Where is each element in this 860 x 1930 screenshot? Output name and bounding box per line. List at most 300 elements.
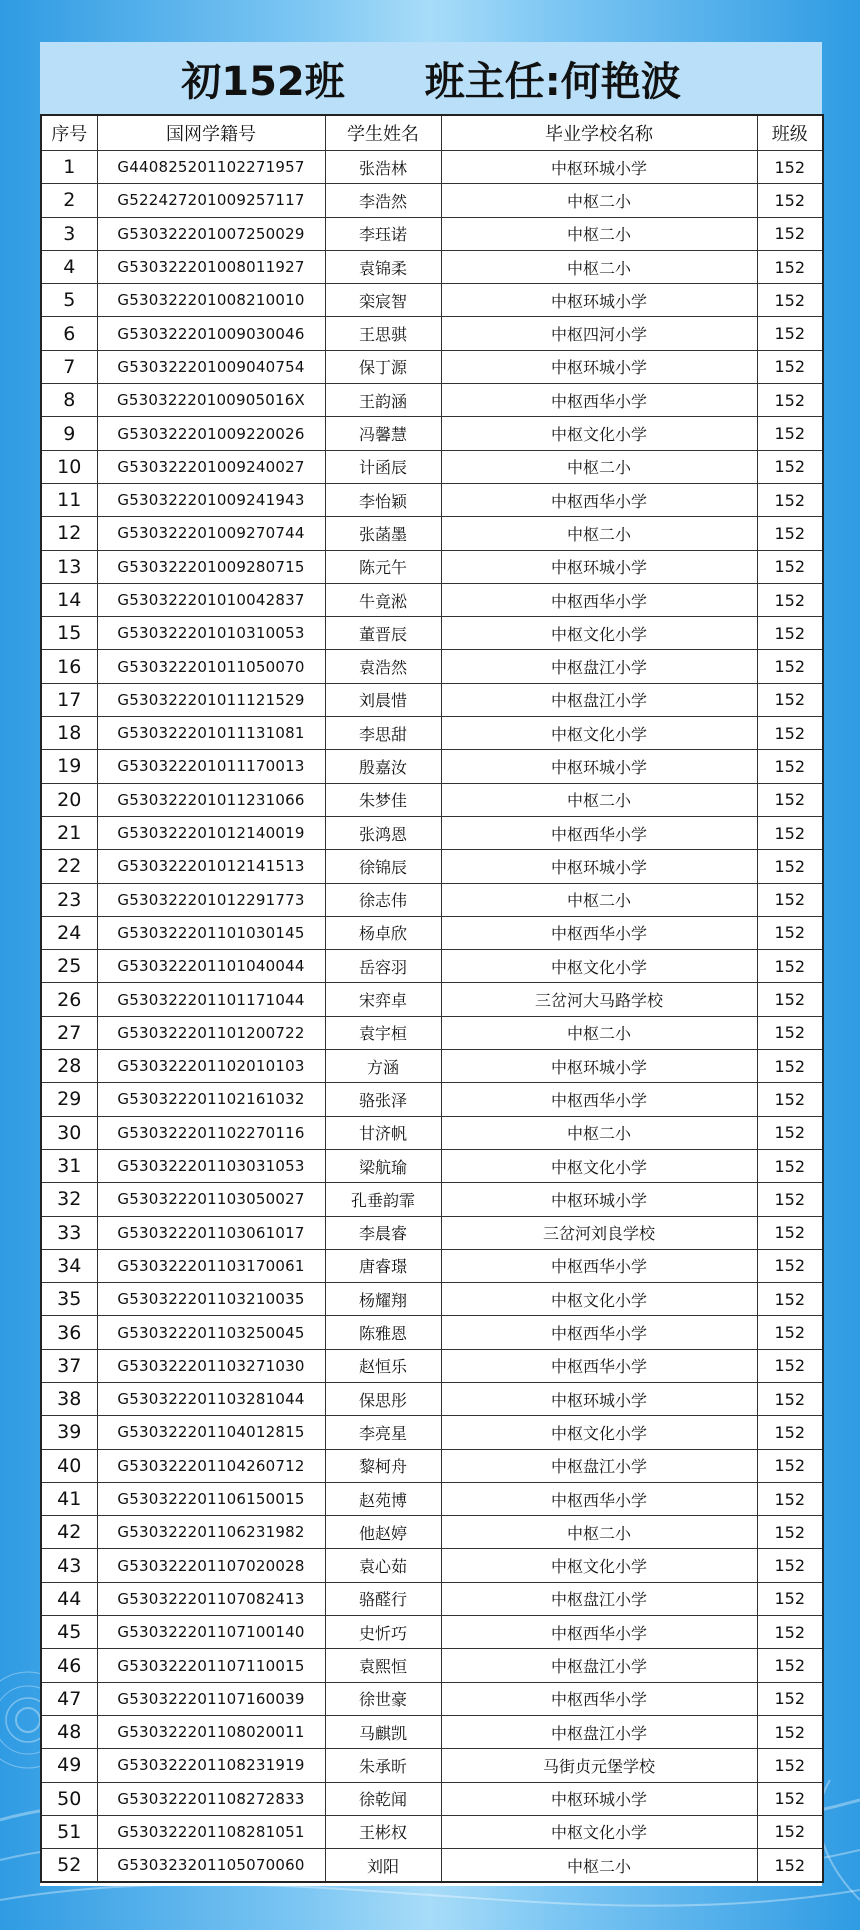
table-row [41,1815,823,1848]
student-id-cell: G530322201107110015 [97,1649,325,1682]
seq-cell: 32 [41,1183,97,1216]
seq-cell: 15 [41,617,97,650]
student-name-cell: 徐乾闻 [325,1782,441,1815]
student-name-cell: 赵苑博 [325,1482,441,1515]
student-id-cell: G522427201009257117 [97,184,325,217]
student-name-cell: 徐世豪 [325,1682,441,1715]
student-name-cell: 徐志伟 [325,883,441,916]
school-cell: 中枢环城小学 [441,850,757,883]
student-name-cell: 张菡墨 [325,517,441,550]
school-cell: 中枢文化小学 [441,417,757,450]
school-cell: 中枢二小 [441,450,757,483]
class-cell: 152 [757,1283,823,1316]
student-id-cell: G530322201011050070 [97,650,325,683]
student-id-cell: G440825201102271957 [97,151,325,184]
seq-cell: 44 [41,1582,97,1615]
table-header-row [41,115,823,151]
table-row [41,1582,823,1615]
seq-cell: 36 [41,1316,97,1349]
table-row [41,1149,823,1182]
class-cell: 152 [757,1116,823,1149]
table-row [41,950,823,983]
seq-cell: 41 [41,1482,97,1515]
student-id-cell: G530322201009240027 [97,450,325,483]
class-cell: 152 [757,783,823,816]
table-row [41,816,823,849]
student-id-cell: G530322201011121529 [97,683,325,716]
student-id-cell: G530322201012141513 [97,850,325,883]
table-row [41,284,823,317]
student-name-cell: 刘阳 [325,1849,441,1883]
table-row [41,583,823,616]
student-name-cell: 王思骐 [325,317,441,350]
class-cell: 152 [757,450,823,483]
table-row [41,151,823,184]
class-cell: 152 [757,151,823,184]
seq-cell: 23 [41,883,97,916]
seq-cell: 16 [41,650,97,683]
class-cell: 152 [757,350,823,383]
table-row [41,217,823,250]
student-id-cell: G530322201011131081 [97,717,325,750]
table-row [41,1116,823,1149]
seq-cell: 46 [41,1649,97,1682]
student-name-cell: 李思甜 [325,717,441,750]
school-cell: 中枢二小 [441,1016,757,1049]
student-name-cell: 李晨睿 [325,1216,441,1249]
student-id-cell: G530322201108020011 [97,1715,325,1748]
student-id-cell: G530322201102161032 [97,1083,325,1116]
table-row [41,1050,823,1083]
class-cell: 152 [757,1183,823,1216]
student-name-cell: 史忻巧 [325,1616,441,1649]
class-cell: 152 [757,1616,823,1649]
student-name-cell: 孔垂韵霏 [325,1183,441,1216]
student-id-cell: G530322201101200722 [97,1016,325,1049]
table-row [41,250,823,283]
school-cell: 中枢二小 [441,250,757,283]
table-row [41,1083,823,1116]
student-name-cell: 袁熙恒 [325,1649,441,1682]
class-cell: 152 [757,916,823,949]
class-cell: 152 [757,317,823,350]
class-cell: 152 [757,850,823,883]
school-cell: 中枢文化小学 [441,1815,757,1848]
school-cell: 中枢文化小学 [441,1283,757,1316]
class-cell: 152 [757,883,823,916]
student-name-cell: 张鸿恩 [325,816,441,849]
table-row [41,1449,823,1482]
table-row [41,1849,823,1883]
school-cell: 中枢二小 [441,217,757,250]
class-cell: 152 [757,983,823,1016]
seq-cell: 21 [41,816,97,849]
school-cell: 马街贞元堡学校 [441,1749,757,1782]
class-cell: 152 [757,1682,823,1715]
class-cell: 152 [757,550,823,583]
table-row [41,1649,823,1682]
student-name-cell: 李怡颖 [325,483,441,516]
student-id-cell: G530322201101040044 [97,950,325,983]
school-cell: 中枢盘江小学 [441,1449,757,1482]
student-id-cell: G530322201108281051 [97,1815,325,1848]
class-cell: 152 [757,1582,823,1615]
student-roster-table [40,114,824,1883]
class-cell: 152 [757,1482,823,1515]
student-id-cell: G530322201103031053 [97,1149,325,1182]
seq-cell: 35 [41,1283,97,1316]
seq-cell: 1 [41,151,97,184]
student-id-cell: G530322201107100140 [97,1616,325,1649]
table-row [41,750,823,783]
class-name: 初152班 [181,58,345,105]
seq-cell: 37 [41,1349,97,1382]
class-cell: 152 [757,683,823,716]
table-row [41,1416,823,1449]
table-row [41,1183,823,1216]
seq-cell: 51 [41,1815,97,1848]
seq-cell: 13 [41,550,97,583]
student-name-cell: 宋弈卓 [325,983,441,1016]
seq-cell: 34 [41,1249,97,1282]
class-cell: 152 [757,1749,823,1782]
seq-cell: 12 [41,517,97,550]
class-cell: 152 [757,384,823,417]
class-cell: 152 [757,1216,823,1249]
class-cell: 152 [757,816,823,849]
seq-cell: 27 [41,1016,97,1049]
student-id-cell: G530322201106231982 [97,1516,325,1549]
student-name-cell: 董晋辰 [325,617,441,650]
student-name-cell: 陈雅恩 [325,1316,441,1349]
school-cell: 中枢西华小学 [441,1249,757,1282]
seq-cell: 26 [41,983,97,1016]
class-cell: 152 [757,483,823,516]
school-cell: 中枢环城小学 [441,550,757,583]
student-name-cell: 徐锦辰 [325,850,441,883]
class-cell: 152 [757,517,823,550]
seq-cell: 14 [41,583,97,616]
student-name-cell: 袁宇桓 [325,1016,441,1049]
student-id-cell: G530322201010310053 [97,617,325,650]
seq-cell: 4 [41,250,97,283]
table-row [41,1382,823,1415]
seq-cell: 28 [41,1050,97,1083]
student-name-cell: 刘晨惜 [325,683,441,716]
table-row [41,1516,823,1549]
student-id-cell: G530322201108231919 [97,1749,325,1782]
student-id-cell: G530322201008210010 [97,284,325,317]
student-id-cell: G530322201009280715 [97,550,325,583]
seq-cell: 48 [41,1715,97,1748]
school-cell: 中枢四河小学 [441,317,757,350]
seq-cell: 8 [41,384,97,417]
class-cell: 152 [757,1149,823,1182]
student-id-cell: G530322201103061017 [97,1216,325,1249]
student-name-cell: 计函辰 [325,450,441,483]
student-name-cell: 赵恒乐 [325,1349,441,1382]
student-name-cell: 张浩林 [325,151,441,184]
table-body [41,151,823,1883]
header-student-name: 学生姓名 [325,115,441,151]
school-cell: 中枢西华小学 [441,384,757,417]
student-name-cell: 冯馨慧 [325,417,441,450]
school-cell: 中枢二小 [441,1849,757,1883]
class-cell: 152 [757,1249,823,1282]
table-row [41,1715,823,1748]
student-name-cell: 李浩然 [325,184,441,217]
class-cell: 152 [757,1316,823,1349]
seq-cell: 11 [41,483,97,516]
student-id-cell: G530322201103250045 [97,1316,325,1349]
table-row [41,384,823,417]
school-cell: 中枢环城小学 [441,750,757,783]
student-name-cell: 袁锦柔 [325,250,441,283]
table-row [41,1549,823,1582]
student-id-cell: G530322201101171044 [97,983,325,1016]
class-cell: 152 [757,1382,823,1415]
student-name-cell: 牛竟淞 [325,583,441,616]
school-cell: 中枢西华小学 [441,1349,757,1382]
student-id-cell: G530322201012291773 [97,883,325,916]
school-cell: 中枢西华小学 [441,1083,757,1116]
header-school: 毕业学校名称 [441,115,757,151]
student-id-cell: G530322201009270744 [97,517,325,550]
table-row [41,184,823,217]
table-row [41,450,823,483]
student-name-cell: 杨卓欣 [325,916,441,949]
table-row [41,783,823,816]
student-name-cell: 李珏诺 [325,217,441,250]
seq-cell: 47 [41,1682,97,1715]
school-cell: 中枢盘江小学 [441,1715,757,1748]
school-cell: 中枢环城小学 [441,1382,757,1415]
student-id-cell: G530322201009241943 [97,483,325,516]
table-row [41,617,823,650]
student-name-cell: 王韵涵 [325,384,441,417]
table-row [41,517,823,550]
table-row [41,1283,823,1316]
school-cell: 中枢二小 [441,1516,757,1549]
school-cell: 中枢二小 [441,1116,757,1149]
table-row [41,1682,823,1715]
header-seq: 序号 [41,115,97,151]
table-row [41,1249,823,1282]
seq-cell: 29 [41,1083,97,1116]
school-cell: 中枢环城小学 [441,350,757,383]
table-row [41,650,823,683]
seq-cell: 42 [41,1516,97,1549]
class-cell: 152 [757,1416,823,1449]
class-cell: 152 [757,250,823,283]
class-cell: 152 [757,284,823,317]
school-cell: 中枢西华小学 [441,1316,757,1349]
student-name-cell: 保思彤 [325,1382,441,1415]
table-row [41,550,823,583]
school-cell: 中枢二小 [441,783,757,816]
school-cell: 中枢二小 [441,883,757,916]
class-cell: 152 [757,583,823,616]
student-id-cell: G530322201007250029 [97,217,325,250]
class-cell: 152 [757,417,823,450]
school-cell: 中枢环城小学 [441,1782,757,1815]
table-row [41,417,823,450]
table-row [41,350,823,383]
school-cell: 中枢西华小学 [441,1482,757,1515]
student-name-cell: 骆醛行 [325,1582,441,1615]
school-cell: 中枢盘江小学 [441,1649,757,1682]
student-name-cell: 骆张泽 [325,1083,441,1116]
class-cell: 152 [757,750,823,783]
table-row [41,483,823,516]
student-id-cell: G530322201101030145 [97,916,325,949]
school-cell: 中枢环城小学 [441,284,757,317]
student-name-cell: 杨耀翔 [325,1283,441,1316]
seq-cell: 31 [41,1149,97,1182]
school-cell: 中枢环城小学 [441,1050,757,1083]
class-cell: 152 [757,950,823,983]
table-row [41,916,823,949]
student-id-cell: G530322201102270116 [97,1116,325,1149]
table-row [41,1349,823,1382]
student-name-cell: 栾宸智 [325,284,441,317]
student-name-cell: 保丁源 [325,350,441,383]
seq-cell: 52 [41,1849,97,1883]
student-id-cell: G530322201107160039 [97,1682,325,1715]
seq-cell: 20 [41,783,97,816]
student-id-cell: G530322201008011927 [97,250,325,283]
seq-cell: 30 [41,1116,97,1149]
seq-cell: 19 [41,750,97,783]
seq-cell: 33 [41,1216,97,1249]
table-row [41,1782,823,1815]
table-row [41,317,823,350]
school-cell: 中枢西华小学 [441,583,757,616]
seq-cell: 22 [41,850,97,883]
class-cell: 152 [757,1050,823,1083]
class-cell: 152 [757,1549,823,1582]
class-cell: 152 [757,1516,823,1549]
seq-cell: 10 [41,450,97,483]
student-id-cell: G530322201104012815 [97,1416,325,1449]
school-cell: 中枢盘江小学 [441,650,757,683]
school-cell: 中枢盘江小学 [441,1582,757,1615]
table-row [41,683,823,716]
student-id-cell: G530322201106150015 [97,1482,325,1515]
seq-cell: 43 [41,1549,97,1582]
student-id-cell: G530322201009040754 [97,350,325,383]
class-cell: 152 [757,1449,823,1482]
student-name-cell: 朱梦佳 [325,783,441,816]
seq-cell: 9 [41,417,97,450]
table-row [41,717,823,750]
seq-cell: 7 [41,350,97,383]
class-cell: 152 [757,1815,823,1848]
student-name-cell: 殷嘉汝 [325,750,441,783]
class-cell: 152 [757,1083,823,1116]
student-name-cell: 朱承昕 [325,1749,441,1782]
school-cell: 中枢西华小学 [441,483,757,516]
student-name-cell: 袁心茹 [325,1549,441,1582]
school-cell: 中枢环城小学 [441,1183,757,1216]
student-id-cell: G530322201103281044 [97,1382,325,1415]
seq-cell: 2 [41,184,97,217]
seq-cell: 25 [41,950,97,983]
student-id-cell: G530322201108272833 [97,1782,325,1815]
school-cell: 中枢二小 [441,184,757,217]
seq-cell: 45 [41,1616,97,1649]
school-cell: 中枢二小 [441,517,757,550]
student-id-cell: G530322201107020028 [97,1549,325,1582]
class-cell: 152 [757,1849,823,1883]
table-row [41,1616,823,1649]
seq-cell: 17 [41,683,97,716]
student-id-cell: G530322201012140019 [97,816,325,849]
class-cell: 152 [757,184,823,217]
class-cell: 152 [757,217,823,250]
head-teacher: 班主任:何艳波 [424,58,681,105]
class-cell: 152 [757,717,823,750]
student-name-cell: 李亮星 [325,1416,441,1449]
student-name-cell: 唐睿璟 [325,1249,441,1282]
roster-title [40,42,822,114]
school-cell: 中枢文化小学 [441,717,757,750]
school-cell: 中枢文化小学 [441,1416,757,1449]
seq-cell: 39 [41,1416,97,1449]
school-cell: 三岔河刘良学校 [441,1216,757,1249]
student-name-cell: 方涵 [325,1050,441,1083]
seq-cell: 5 [41,284,97,317]
student-name-cell: 黎柯舟 [325,1449,441,1482]
student-id-cell: G530322201009220026 [97,417,325,450]
student-id-cell: G530322201103050027 [97,1183,325,1216]
table-row [41,850,823,883]
table-row [41,1749,823,1782]
student-id-cell: G530322201103271030 [97,1349,325,1382]
seq-cell: 3 [41,217,97,250]
seq-cell: 6 [41,317,97,350]
student-name-cell: 岳容羽 [325,950,441,983]
student-name-cell: 甘济帆 [325,1116,441,1149]
seq-cell: 50 [41,1782,97,1815]
table-row [41,1316,823,1349]
school-cell: 中枢西华小学 [441,916,757,949]
table-row [41,883,823,916]
seq-cell: 18 [41,717,97,750]
class-cell: 152 [757,1715,823,1748]
class-cell: 152 [757,1649,823,1682]
class-cell: 152 [757,617,823,650]
student-id-cell: G530322201011170013 [97,750,325,783]
seq-cell: 49 [41,1749,97,1782]
school-cell: 中枢文化小学 [441,950,757,983]
student-id-cell: G530322201103170061 [97,1249,325,1282]
school-cell: 中枢西华小学 [441,1682,757,1715]
student-name-cell: 梁航瑜 [325,1149,441,1182]
school-cell: 中枢文化小学 [441,1549,757,1582]
seq-cell: 38 [41,1382,97,1415]
student-id-cell: G530322201011231066 [97,783,325,816]
student-id-cell: G530322201009030046 [97,317,325,350]
class-cell: 152 [757,1016,823,1049]
header-student-id: 国网学籍号 [97,115,325,151]
header-class: 班级 [757,115,823,151]
student-id-cell: G530323201105070060 [97,1849,325,1883]
school-cell: 中枢盘江小学 [441,683,757,716]
student-id-cell: G530322201103210035 [97,1283,325,1316]
student-id-cell: G530322201010042837 [97,583,325,616]
student-name-cell: 陈元午 [325,550,441,583]
